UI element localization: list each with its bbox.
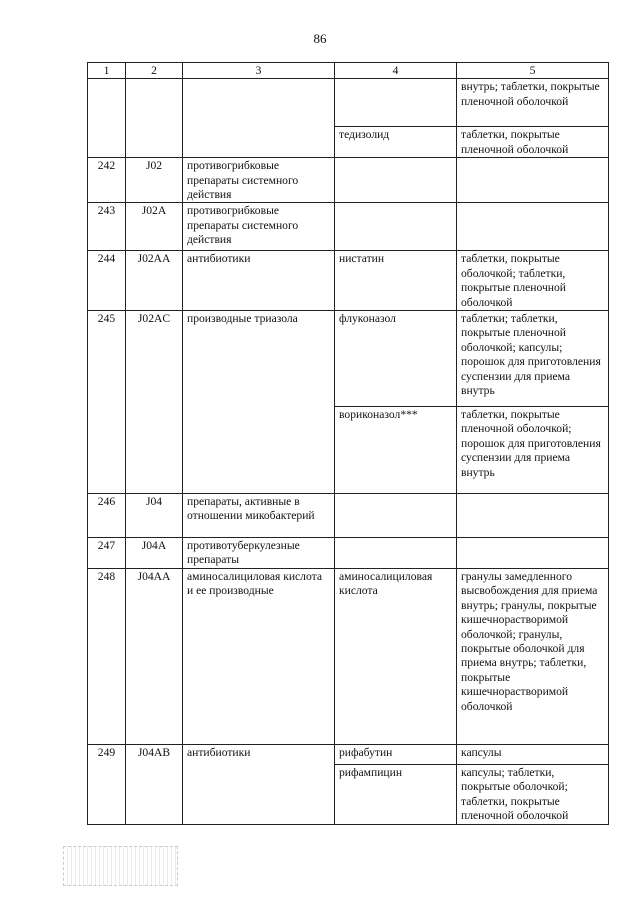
drug-name: рифабутин	[335, 744, 457, 764]
table-row	[88, 568, 609, 744]
header-col-3: 3	[183, 63, 335, 79]
dosage-form: таблетки, покрытые оболочкой; таблетки, покрытые пленочной оболочкой	[457, 251, 609, 311]
header-row	[88, 63, 609, 79]
row-number	[88, 79, 126, 158]
atc-code	[126, 79, 183, 158]
row-number: 245	[88, 311, 126, 494]
table-body	[88, 79, 609, 824]
atc-code: J02	[126, 158, 183, 203]
atc-group-name: антибиотики	[183, 251, 335, 311]
atc-group-name: противогрибковые препараты системного действия	[183, 203, 335, 251]
atc-group-name: препараты, активные в отношении микобактерий	[183, 494, 335, 538]
drug-name	[335, 494, 457, 538]
dosage-form: капсулы; таблетки, покрытые оболочкой; таблетки, покрытые пленочной оболочкой	[457, 764, 609, 824]
dosage-form: внутрь; таблетки, покрытые пленочной оболочкой	[457, 79, 609, 127]
row-number: 246	[88, 494, 126, 538]
header-col-4: 4	[335, 63, 457, 79]
table-row	[88, 311, 609, 407]
drug-name	[335, 79, 457, 127]
header-col-2: 2	[126, 63, 183, 79]
page-number: 86	[313, 31, 327, 46]
table-row	[88, 79, 609, 127]
table-row	[88, 251, 609, 311]
header-col-5: 5	[457, 63, 609, 79]
drug-name: нистатин	[335, 251, 457, 311]
row-number: 244	[88, 251, 126, 311]
dosage-form	[457, 494, 609, 538]
dosage-form	[457, 203, 609, 251]
header-col-1: 1	[88, 63, 126, 79]
dosage-form: таблетки, покрытые пленочной оболочкой; порошок для приготовления суспензии для приема внутрь	[457, 407, 609, 494]
atc-code: J02AC	[126, 311, 183, 494]
dosage-form: капсулы	[457, 744, 609, 764]
atc-code: J02AA	[126, 251, 183, 311]
atc-group-name: противогрибковые препараты системного действия	[183, 158, 335, 203]
table-row	[88, 158, 609, 203]
atc-code: J04AA	[126, 568, 183, 744]
drug-name: аминосалициловая кислота	[335, 568, 457, 744]
row-number: 248	[88, 568, 126, 744]
table-row	[88, 203, 609, 251]
drug-name: тедизолид	[335, 127, 457, 158]
atc-group-name	[183, 79, 335, 158]
table-row	[88, 538, 609, 569]
row-number: 242	[88, 158, 126, 203]
row-number: 247	[88, 538, 126, 569]
dosage-form: гранулы замедленного высвобождения для приема внутрь; гранулы, покрытые кишечнорастворимой оболочкой; гранулы, покрытые оболочкой для приема внутрь; таблетки, покрытые кишечнорастворимой оболочкой	[457, 568, 609, 744]
table-row	[88, 494, 609, 538]
atc-code: J04AB	[126, 744, 183, 824]
dosage-form	[457, 158, 609, 203]
atc-group-name: аминосалициловая кислота и ее производные	[183, 568, 335, 744]
drug-name	[335, 158, 457, 203]
drug-name: вориконазол***	[335, 407, 457, 494]
row-number: 249	[88, 744, 126, 824]
dosage-form	[457, 538, 609, 569]
atc-code: J04A	[126, 538, 183, 569]
atc-code: J02A	[126, 203, 183, 251]
table-row	[88, 744, 609, 764]
dosage-form: таблетки, покрытые пленочной оболочкой	[457, 127, 609, 158]
atc-code: J04	[126, 494, 183, 538]
row-number: 243	[88, 203, 126, 251]
atc-group-name: производные триазола	[183, 311, 335, 494]
faded-stamp	[63, 846, 178, 886]
drug-name: рифампицин	[335, 764, 457, 824]
atc-group-name: противотуберкулезные препараты	[183, 538, 335, 569]
drug-table	[87, 62, 609, 825]
dosage-form: таблетки; таблетки, покрытые пленочной оболочкой; капсулы; порошок для приготовления суспензии для приема внутрь	[457, 311, 609, 407]
drug-name: флуконазол	[335, 311, 457, 407]
drug-name	[335, 538, 457, 569]
atc-group-name: антибиотики	[183, 744, 335, 824]
drug-name	[335, 203, 457, 251]
